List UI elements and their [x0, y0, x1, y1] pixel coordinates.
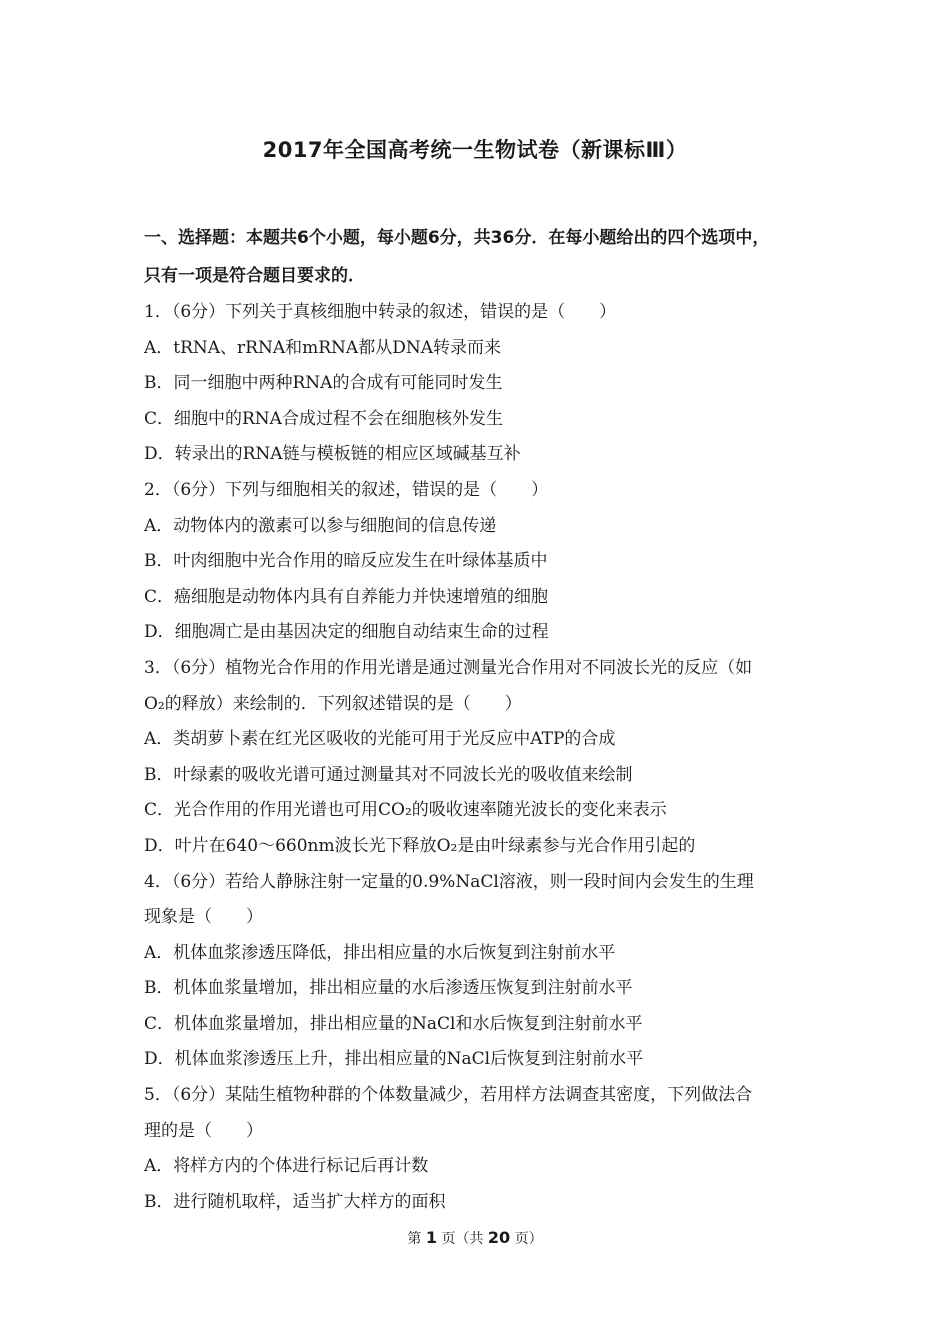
- question-5-stem-cont: 理的是（ ）: [144, 1120, 263, 1141]
- question-4-stem: 4．（6分）若给人静脉注射一定量的0.9%NaCl溶液，则一段时间内会发生的生理: [144, 871, 754, 892]
- question-4-option-b: B．机体血浆量增加，排出相应量的水后渗透压恢复到注射前水平: [144, 978, 633, 999]
- page-footer: [0, 1228, 950, 1248]
- question-2-option-c: C．癌细胞是动物体内具有自养能力并快速增殖的细胞: [144, 586, 549, 607]
- footer-prefix: 第: [407, 1231, 422, 1247]
- question-1-option-a: A．tRNA、rRNA和mRNA都从DNA转录而来: [144, 337, 501, 358]
- question-3-stem: 3．（6分）植物光合作用的作用光谱是通过测量光合作用对不同波长光的反应（如: [144, 657, 753, 678]
- question-3-option-d: D．叶片在640～660nm波长光下释放O₂是由叶绿素参与光合作用引起的: [144, 835, 696, 856]
- question-1-option-c: C．细胞中的RNA合成过程不会在细胞核外发生: [144, 408, 503, 429]
- question-4-stem-cont: 现象是（ ）: [144, 907, 263, 928]
- question-3-option-a: A．类胡萝卜素在红光区吸收的光能可用于光反应中ATP的合成: [144, 729, 616, 750]
- footer-middle: 页（共: [441, 1231, 484, 1247]
- question-1-option-d: D．转录出的RNA链与模板链的相应区域碱基互补: [144, 444, 521, 465]
- section-heading-line-1: 一、选择题：本题共6个小题，每小题6分，共36分．在每小题给出的四个选项中，: [144, 228, 770, 248]
- question-5-option-a: A．将样方内的个体进行标记后再计数: [144, 1156, 429, 1177]
- question-3-stem-cont: O₂的释放）来绘制的．下列叙述错误的是（ ）: [144, 693, 522, 714]
- footer-total-pages: 20: [487, 1228, 511, 1247]
- question-3-option-c: C．光合作用的作用光谱也可用CO₂的吸收速率随光波长的变化来表示: [144, 800, 667, 821]
- question-5-option-b: B．进行随机取样，适当扩大样方的面积: [144, 1191, 446, 1212]
- question-2-option-b: B．叶肉细胞中光合作用的暗反应发生在叶绿体基质中: [144, 551, 548, 572]
- question-2-stem: 2．（6分）下列与细胞相关的叙述，错误的是（ ）: [144, 479, 549, 500]
- question-2-option-d: D．细胞凋亡是由基因决定的细胞自动结束生命的过程: [144, 622, 549, 643]
- question-5-stem: 5．（6分）某陆生植物种群的个体数量减少，若用样方法调查其密度，下列做法合: [144, 1085, 753, 1106]
- section-heading-line-2: 只有一项是符合题目要求的．: [144, 266, 365, 286]
- footer-page-number: 1: [425, 1228, 437, 1247]
- question-4-option-c: C．机体血浆量增加，排出相应量的NaCl和水后恢复到注射前水平: [144, 1013, 643, 1034]
- question-4-option-a: A．机体血浆渗透压降低，排出相应量的水后恢复到注射前水平: [144, 942, 616, 963]
- question-4-option-d: D．机体血浆渗透压上升，排出相应量的NaCl后恢复到注射前水平: [144, 1049, 644, 1070]
- question-2-option-a: A．动物体内的激素可以参与细胞间的信息传递: [144, 515, 497, 536]
- footer-suffix: 页）: [514, 1231, 543, 1247]
- question-3-option-b: B．叶绿素的吸收光谱可通过测量其对不同波长光的吸收值来绘制: [144, 764, 633, 785]
- question-1-option-b: B．同一细胞中两种RNA的合成有可能同时发生: [144, 373, 503, 394]
- page-title: 2017年全国高考统一生物试卷（新课标Ⅲ）: [262, 138, 688, 162]
- question-1-stem: 1．（6分）下列关于真核细胞中转录的叙述，错误的是（ ）: [144, 302, 617, 322]
- exam-content: [144, 219, 824, 1220]
